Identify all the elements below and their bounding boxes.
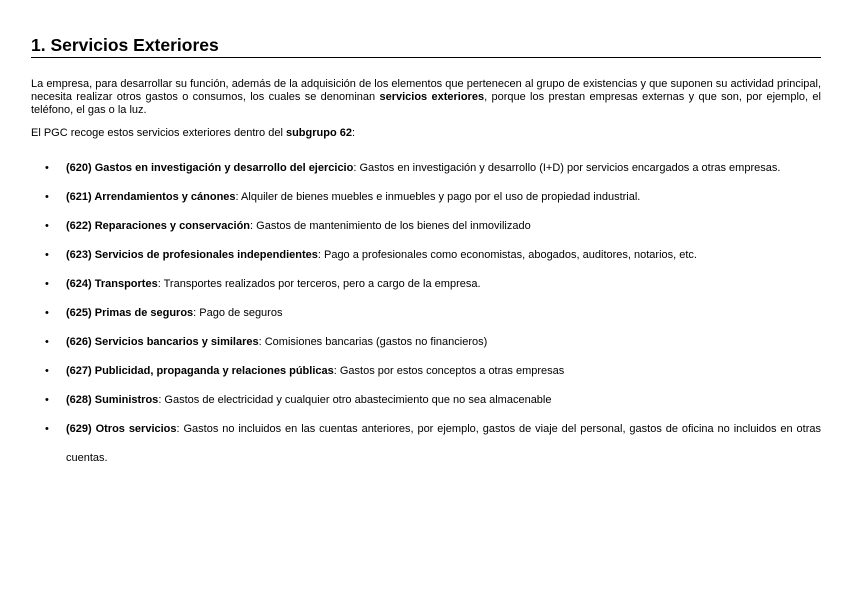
bullet-icon: • (45, 162, 49, 174)
item-term: (621) Arrendamientos y cánones (66, 191, 236, 203)
pgc-paragraph (31, 127, 821, 140)
item-desc: : Gastos no incluidos en las cuentas anteriores, por ejemplo, gastos de viaje del personal, gastos de oficina no incluidos en otras cuentas. (66, 423, 821, 464)
item-term: (623) Servicios de profesionales independientes (66, 249, 318, 261)
bullet-icon: • (45, 365, 49, 377)
section-heading: 1. Servicios Exteriores (31, 34, 821, 58)
item-term: (627) Publicidad, propaganda y relaciones públicas (66, 365, 334, 377)
account-list (31, 154, 821, 473)
item-desc: : Alquiler de bienes muebles e inmuebles y pago por el uso de propiedad industrial. (235, 191, 641, 203)
list-item (31, 270, 821, 299)
item-term: (629) Otros servicios (66, 423, 177, 435)
item-desc: : Gastos de mantenimiento de los bienes del inmovilizado (250, 220, 531, 232)
item-desc: : Gastos en investigación y desarrollo (I+D) por servicios encargados a otras empresas. (353, 162, 781, 174)
item-term: (626) Servicios bancarios y similares (66, 336, 259, 348)
intro-text-end: , porque los prestan empresas externas y que son, por ejemplo, el teléfono, el gas o la luz. (31, 91, 821, 116)
list-item (31, 328, 821, 357)
list-item (31, 183, 821, 212)
list-item (31, 154, 821, 183)
list-item (31, 386, 821, 415)
list-item (31, 299, 821, 328)
document-page (31, 34, 821, 473)
bullet-icon: • (45, 394, 49, 406)
intro-bold-term: servicios exteriores (379, 91, 485, 103)
item-desc: : Gastos de electricidad y cualquier otro abastecimiento que no sea almacenable (158, 394, 552, 406)
item-desc: : Pago de seguros (193, 307, 283, 319)
bullet-icon: • (45, 278, 49, 290)
bullet-icon: • (45, 423, 49, 435)
item-term: (620) Gastos en investigación y desarrollo del ejercicio (66, 162, 354, 174)
bullet-icon: • (45, 220, 49, 232)
item-term: (624) Transportes (66, 278, 158, 290)
bullet-icon: • (45, 336, 49, 348)
list-item (31, 241, 821, 270)
intro-paragraph (31, 78, 821, 117)
list-item (31, 357, 821, 386)
item-desc: : Comisiones bancarias (gastos no financieros) (258, 336, 488, 348)
item-term: (628) Suministros (66, 394, 159, 406)
item-term: (625) Primas de seguros (66, 307, 194, 319)
list-item (31, 415, 821, 473)
bullet-icon: • (45, 249, 49, 261)
item-desc: : Pago a profesionales como economistas, abogados, auditores, notarios, etc. (317, 249, 697, 261)
intro-text: La empresa, para desarrollar su función, además de la adquisición de los elementos que pertenecen al grupo de existencias y que suponen su actividad principal, necesita realizar otros gastos o consumos, los cuales se denominan (31, 78, 821, 103)
list-item (31, 212, 821, 241)
pgc-text-end: : (351, 127, 356, 139)
item-term: (622) Reparaciones y conservación (66, 220, 251, 232)
bullet-icon: • (45, 191, 49, 203)
item-desc: : Transportes realizados por terceros, pero a cargo de la empresa. (157, 278, 481, 290)
pgc-text: El PGC recoge estos servicios exteriores dentro del (31, 127, 286, 139)
item-desc: : Gastos por estos conceptos a otras empresas (333, 365, 565, 377)
bullet-icon: • (45, 307, 49, 319)
pgc-bold-term: subgrupo 62 (285, 127, 352, 139)
